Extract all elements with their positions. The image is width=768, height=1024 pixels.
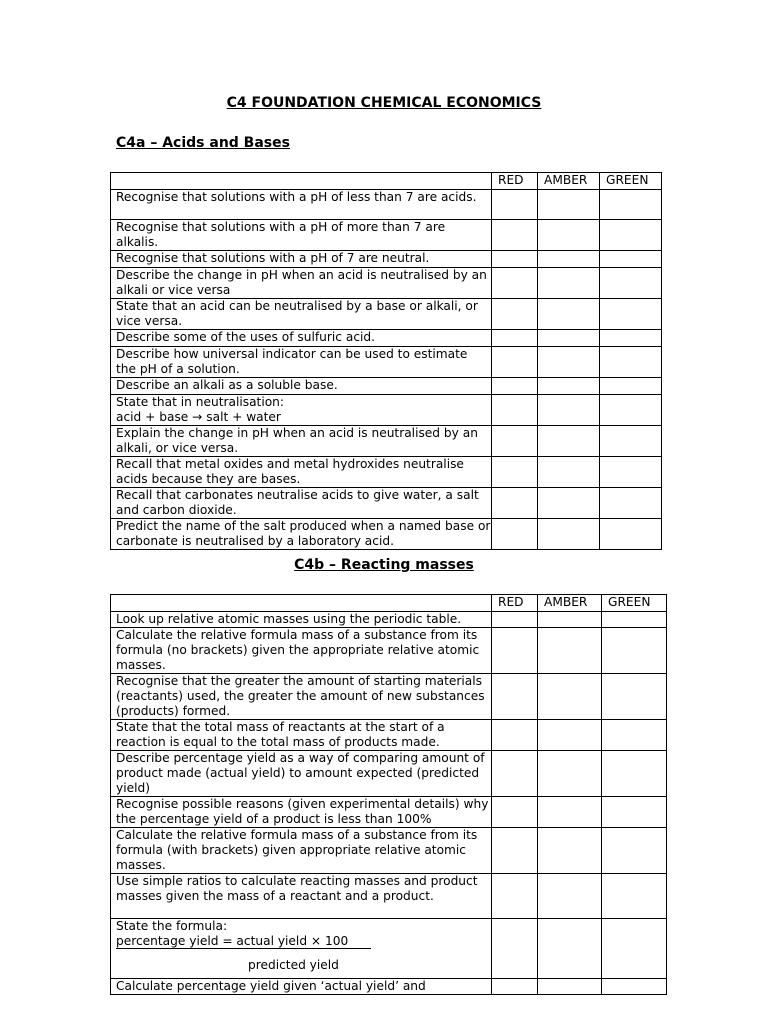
statement-header-cell bbox=[111, 173, 492, 190]
rag-cell-red[interactable] bbox=[492, 919, 538, 979]
rag-header-amber: AMBER bbox=[538, 595, 602, 612]
rag-header-row bbox=[111, 595, 667, 612]
checklist-table-acids-bases bbox=[110, 172, 662, 550]
rag-cell-amber[interactable] bbox=[538, 612, 602, 628]
statement-cell: State that an acid can be neutralised by a base or alkali, or vice versa. bbox=[111, 299, 492, 330]
rag-cell-red[interactable] bbox=[492, 720, 538, 751]
table-row bbox=[111, 519, 662, 550]
statement-cell: Predict the name of the salt produced when a named base or carbonate is neutralised by a laboratory acid. bbox=[111, 519, 492, 550]
rag-cell-green[interactable] bbox=[600, 330, 662, 347]
table-row bbox=[111, 190, 662, 220]
table-row bbox=[111, 347, 662, 378]
table-row bbox=[111, 979, 667, 995]
rag-cell-red[interactable] bbox=[492, 874, 538, 919]
rag-cell-amber[interactable] bbox=[538, 426, 600, 457]
formula-denominator: predicted yield bbox=[248, 958, 339, 972]
statement-cell: Explain the change in pH when an acid is neutralised by an alkali, or vice versa. bbox=[111, 426, 492, 457]
rag-cell-red[interactable] bbox=[492, 268, 538, 299]
rag-cell-amber[interactable] bbox=[538, 797, 602, 828]
table-row bbox=[111, 488, 662, 519]
rag-cell-green[interactable] bbox=[600, 251, 662, 268]
statement-cell: Recall that metal oxides and metal hydroxides neutralise acids because they are bases. bbox=[111, 457, 492, 488]
statement-cell: Calculate the relative formula mass of a substance from its formula (with brackets) given appropriate relative atomic masses. bbox=[111, 828, 492, 874]
rag-cell-green[interactable] bbox=[602, 751, 667, 797]
rag-cell-amber[interactable] bbox=[538, 674, 602, 720]
rag-cell-red[interactable] bbox=[492, 979, 538, 995]
rag-cell-amber[interactable] bbox=[538, 919, 602, 979]
statement-cell: Describe an alkali as a soluble base. bbox=[111, 378, 492, 395]
rag-cell-red[interactable] bbox=[492, 797, 538, 828]
rag-cell-red[interactable] bbox=[492, 190, 538, 220]
checklist-table-reacting-masses bbox=[110, 594, 667, 995]
rag-cell-red[interactable] bbox=[492, 220, 538, 251]
table-row bbox=[111, 874, 667, 919]
table-row bbox=[111, 395, 662, 426]
statement-cell: Describe some of the uses of sulfuric acid. bbox=[111, 330, 492, 347]
rag-cell-red[interactable] bbox=[492, 519, 538, 550]
statement-cell: Recognise possible reasons (given experimental details) why the percentage yield of a product is less than 100% bbox=[111, 797, 492, 828]
rag-header-red: RED bbox=[492, 173, 538, 190]
rag-cell-amber[interactable] bbox=[538, 378, 600, 395]
rag-cell-green[interactable] bbox=[600, 519, 662, 550]
rag-cell-amber[interactable] bbox=[538, 628, 602, 674]
table-row bbox=[111, 751, 667, 797]
formula-intro: State the formula: bbox=[116, 919, 228, 933]
rag-cell-green[interactable] bbox=[600, 190, 662, 220]
statement-cell: Use simple ratios to calculate reacting masses and product masses given the mass of a reactant and a product. bbox=[111, 874, 492, 919]
rag-cell-amber[interactable] bbox=[538, 720, 602, 751]
rag-cell-amber[interactable] bbox=[538, 395, 600, 426]
rag-header-green: GREEN bbox=[600, 173, 662, 190]
rag-cell-amber[interactable] bbox=[538, 488, 600, 519]
statement-cell: Recognise that the greater the amount of starting materials (reactants) used, the greater the amount of new substances (products) formed. bbox=[111, 674, 492, 720]
rag-cell-red[interactable] bbox=[492, 347, 538, 378]
statement-cell: Describe the change in pH when an acid is neutralised by an alkali or vice versa bbox=[111, 268, 492, 299]
rag-cell-red[interactable] bbox=[492, 674, 538, 720]
rag-cell-green[interactable] bbox=[602, 797, 667, 828]
rag-cell-green[interactable] bbox=[602, 874, 667, 919]
table-row bbox=[111, 426, 662, 457]
rag-cell-red[interactable] bbox=[492, 628, 538, 674]
statement-cell: Recognise that solutions with a pH of less than 7 are acids. bbox=[111, 190, 492, 220]
rag-cell-red[interactable] bbox=[492, 828, 538, 874]
rag-cell-amber[interactable] bbox=[538, 828, 602, 874]
rag-cell-red[interactable] bbox=[492, 751, 538, 797]
statement-cell: State that in neutralisation: acid + base → salt + water bbox=[111, 395, 492, 426]
rag-cell-amber[interactable] bbox=[538, 519, 600, 550]
rag-cell-green[interactable] bbox=[602, 720, 667, 751]
statement-cell: Recognise that solutions with a pH of more than 7 are alkalis. bbox=[111, 220, 492, 251]
rag-header-red: RED bbox=[492, 595, 538, 612]
table-row bbox=[111, 457, 662, 488]
table-row bbox=[111, 330, 662, 347]
statement-cell: Look up relative atomic masses using the periodic table. bbox=[111, 612, 492, 628]
rag-cell-amber[interactable] bbox=[538, 979, 602, 995]
rag-cell-green[interactable] bbox=[602, 628, 667, 674]
statement-cell: Describe percentage yield as a way of comparing amount of product made (actual yield) to amount expected (predicted yield) bbox=[111, 751, 492, 797]
rag-cell-green[interactable] bbox=[600, 488, 662, 519]
rag-header-green: GREEN bbox=[602, 595, 667, 612]
table-row-formula bbox=[111, 919, 667, 979]
table-row bbox=[111, 299, 662, 330]
table-row bbox=[111, 378, 662, 395]
rag-cell-red[interactable] bbox=[492, 426, 538, 457]
table-row bbox=[111, 674, 667, 720]
rag-cell-amber[interactable] bbox=[538, 330, 600, 347]
rag-cell-amber[interactable] bbox=[538, 251, 600, 268]
statement-cell: Describe how universal indicator can be used to estimate the pH of a solution. bbox=[111, 347, 492, 378]
rag-cell-amber[interactable] bbox=[538, 751, 602, 797]
statement-cell: Recall that carbonates neutralise acids to give water, a salt and carbon dioxide. bbox=[111, 488, 492, 519]
rag-cell-green[interactable] bbox=[600, 395, 662, 426]
rag-cell-green[interactable] bbox=[600, 220, 662, 251]
rag-cell-green[interactable] bbox=[600, 457, 662, 488]
rag-cell-red[interactable] bbox=[492, 395, 538, 426]
rag-cell-red[interactable] bbox=[492, 457, 538, 488]
rag-header-row bbox=[111, 173, 662, 190]
table-row bbox=[111, 720, 667, 751]
rag-cell-amber[interactable] bbox=[538, 220, 600, 251]
statement-cell: Calculate the relative formula mass of a substance from its formula (no brackets) given the appropriate relative atomic masses. bbox=[111, 628, 492, 674]
rag-cell-red[interactable] bbox=[492, 488, 538, 519]
table-row bbox=[111, 251, 662, 268]
rag-cell-green[interactable] bbox=[600, 378, 662, 395]
rag-cell-green[interactable] bbox=[602, 612, 667, 628]
rag-cell-red[interactable] bbox=[492, 378, 538, 395]
section-heading-acids-bases: C4a – Acids and Bases bbox=[116, 135, 290, 151]
rag-cell-red[interactable] bbox=[492, 612, 538, 628]
rag-cell-amber[interactable] bbox=[538, 457, 600, 488]
section-heading-reacting-masses: C4b – Reacting masses bbox=[294, 557, 474, 573]
rag-cell-green[interactable] bbox=[600, 299, 662, 330]
rag-cell-amber[interactable] bbox=[538, 268, 600, 299]
rag-cell-green[interactable] bbox=[600, 426, 662, 457]
rag-cell-red[interactable] bbox=[492, 251, 538, 268]
rag-cell-red[interactable] bbox=[492, 299, 538, 330]
rag-cell-green[interactable] bbox=[600, 347, 662, 378]
statement-cell: Recognise that solutions with a pH of 7 are neutral. bbox=[111, 251, 492, 268]
rag-cell-green[interactable] bbox=[602, 919, 667, 979]
rag-cell-red[interactable] bbox=[492, 330, 538, 347]
statement-cell: State that the total mass of reactants at the start of a reaction is equal to the total mass of products made. bbox=[111, 720, 492, 751]
statement-cell: Calculate percentage yield given ‘actual yield’ and bbox=[111, 979, 492, 995]
rag-cell-amber[interactable] bbox=[538, 874, 602, 919]
table-row bbox=[111, 220, 662, 251]
document-title: C4 FOUNDATION CHEMICAL ECONOMICS bbox=[226, 95, 542, 111]
rag-cell-green[interactable] bbox=[600, 268, 662, 299]
table-row bbox=[111, 828, 667, 874]
formula-cell bbox=[111, 919, 492, 979]
rag-cell-amber[interactable] bbox=[538, 190, 600, 220]
formula-numerator: percentage yield = actual yield × 100 bbox=[116, 934, 371, 949]
table-row bbox=[111, 268, 662, 299]
rag-header-amber: AMBER bbox=[538, 173, 600, 190]
rag-cell-amber[interactable] bbox=[538, 299, 600, 330]
rag-cell-green[interactable] bbox=[602, 979, 667, 995]
table-row bbox=[111, 612, 667, 628]
statement-header-cell bbox=[111, 595, 492, 612]
rag-cell-green[interactable] bbox=[602, 674, 667, 720]
table-row bbox=[111, 628, 667, 674]
table-row bbox=[111, 797, 667, 828]
rag-cell-green[interactable] bbox=[602, 828, 667, 874]
rag-cell-amber[interactable] bbox=[538, 347, 600, 378]
